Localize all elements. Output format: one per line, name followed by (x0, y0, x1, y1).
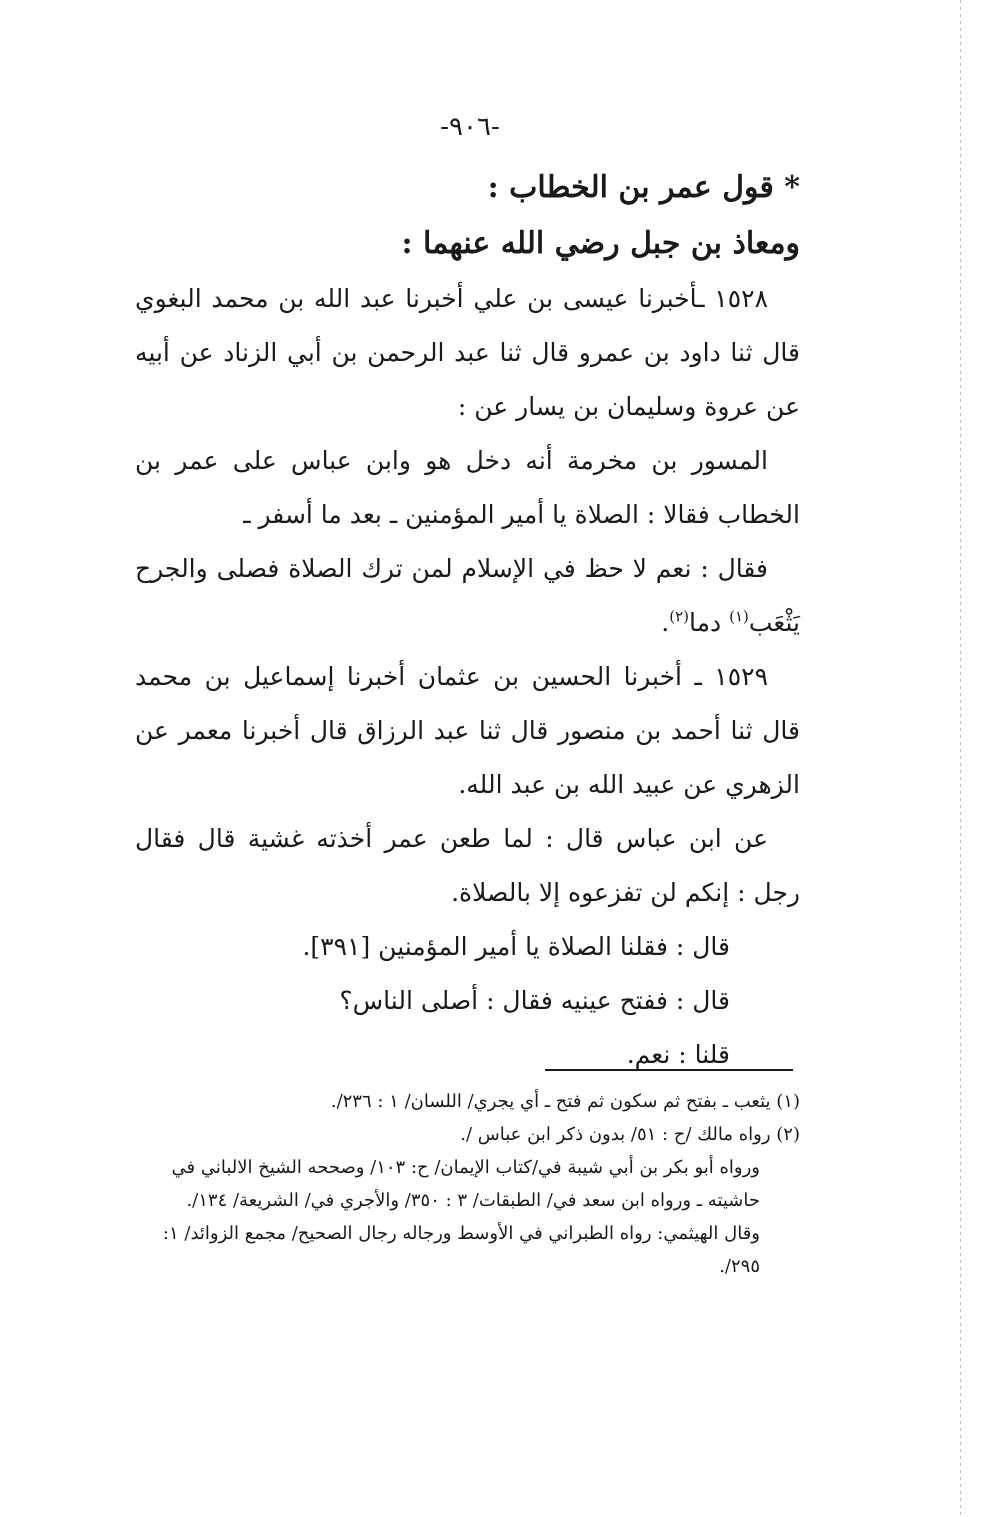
footnote-divider (545, 1069, 793, 1071)
reply-text-end: . (661, 608, 670, 637)
section-heading-line1: * قول عمر بن الخطاب : (487, 170, 800, 205)
page-edge-line (960, 0, 961, 1517)
footnote-2-continued-a: ورواه أبو بكر بن أبي شيبة في/كتاب الإيمان/ ح: ١٠٣/ وصححه الشيخ الالباني في حاشيته ـ ورواه ابن سعد في/ الطبقات/ ٣ : ٣٥٠/ والأجري في/ الشريعة/ ١٣٤/. (171, 1157, 760, 1211)
hadith-1529-line2: قال : ففتح عينيه فقال : أصلى الناس؟ (339, 986, 730, 1015)
hadith-1528-isnad: ١٥٢٨ ـأخبرنا عيسى بن علي أخبرنا عبد الله بن محمد البغوي قال ثنا داود بن عمرو قال ثنا عبد الرحمن بن أبي الزناد عن أبيه عن عروة وسليمان بن يسار عن : (135, 284, 800, 421)
footnote-2: (٢) رواه مالك /ح : ٥١/ بدون ذكر ابن عباس /. (460, 1124, 800, 1145)
footnotes (118, 1085, 800, 1283)
footnote-ref-1: (١) (729, 607, 749, 626)
footnote-1: (١) يثعب ـ بفتح ثم سكون ثم فتح ـ أي يجري/ اللسان/ ١ : ٢٣٦/. (330, 1091, 800, 1112)
hadith-1528-text: المسور بن مخرمة أنه دخل هو وابن عباس على عمر بن الخطاب فقالا : الصلاة يا أمير المؤمنين ـ بعد ما أسفر ـ (135, 446, 800, 529)
hadith-1529-line3: قلنا : نعم. (626, 1040, 730, 1069)
hadith-1529-text: عن ابن عباس قال : لما طعن عمر أخذته غشية قال فقال رجل : إنكم لن تفزعوه إلا بالصلاة. (135, 824, 800, 907)
section-heading-line2: ومعاذ بن جبل رضي الله عنهما : (401, 226, 800, 261)
hadith-1529-isnad: ١٥٢٩ ـ أخبرنا الحسين بن عثمان أخبرنا إسماعيل بن محمد قال ثنا أحمد بن منصور قال ثنا عبد الرزاق قال أخبرنا معمر عن الزهري عن عبيد الله بن عبد الله. (135, 662, 800, 799)
footnote-ref-2: (٢) (669, 607, 689, 626)
footnote-2-continued-b: وقال الهيثمي: رواه الطبراني في الأوسط ورجاله رجال الصحيح/ مجمع الزوائد/ ١: ٢٩٥/. (162, 1223, 760, 1277)
reply-text-middle: دما (689, 608, 730, 637)
hadith-1528-reply (135, 542, 800, 650)
page-number: -٩٠٦- (440, 112, 500, 142)
hadith-1529-line1: قال : فقلنا الصلاة يا أمير المؤمنين [٣٩١]. (302, 932, 730, 961)
main-text (135, 160, 800, 1082)
reply-text: فقال : نعم لا حظ في الإسلام لمن ترك الصلاة فصلى والجرح يَثْعَب (135, 554, 800, 637)
